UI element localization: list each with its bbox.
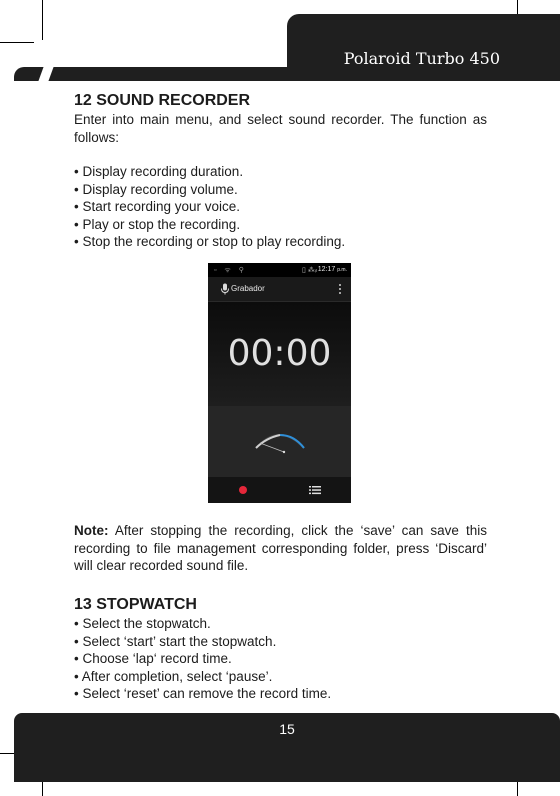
brand-title: Polaroid Turbo 450 [343, 49, 500, 68]
list-item: • Start recording your voice. [74, 198, 494, 216]
header-bar [14, 67, 560, 81]
list-item: • Select ‘start’ start the stopwatch. [74, 633, 494, 651]
list-item: • Select ‘reset’ can remove the record time. [74, 685, 494, 703]
list-icon[interactable] [309, 485, 321, 495]
list-item: • Select the stopwatch. [74, 615, 494, 633]
phone-screenshot [208, 263, 351, 503]
list-item: • Display recording volume. [74, 181, 494, 199]
app-title: Grabador [231, 284, 265, 293]
list-item: • Play or stop the recording. [74, 216, 494, 234]
page-number: 15 [279, 721, 295, 737]
sound-recorder-intro: Enter into main menu, and select sound recorder. The function as follows: [74, 112, 487, 145]
section-title-stopwatch: 13 STOPWATCH [74, 596, 197, 613]
recorder-controls [208, 477, 351, 503]
list-item: • Stop the recording or stop to play recording. [74, 233, 494, 251]
crop-mark [42, 0, 43, 40]
timer-area [208, 302, 351, 406]
status-time: 12:17 p.m. [317, 266, 347, 273]
note-label: Note: [74, 523, 109, 538]
note-text: After stopping the recording, click the ‘save’ can save this recording to file management corresponding folder, press ‘Discard’ will clear recorded sound file. [74, 523, 487, 573]
record-button[interactable] [239, 486, 247, 494]
action-bar [208, 277, 351, 302]
volume-meter-icon [252, 426, 308, 454]
footer-bar [14, 713, 560, 782]
notification-icons: ▫ ᯤ ⚲ [214, 267, 247, 274]
volume-meter-area [208, 406, 351, 477]
note-paragraph [74, 522, 487, 575]
list-item: • Choose ‘lap‘ record time. [74, 650, 494, 668]
status-bar [208, 263, 351, 277]
section-title-sound-recorder: 12 SOUND RECORDER [74, 92, 251, 109]
timer-display: 00:00 [227, 333, 332, 374]
battery-signal-icon: ▯ ⁂ᵢₗ [301, 267, 317, 274]
list-item: • Display recording duration. [74, 163, 494, 181]
overflow-menu-icon[interactable] [338, 282, 342, 296]
list-item: • After completion, select ‘pause’. [74, 668, 494, 686]
crop-mark [0, 42, 34, 43]
stopwatch-list [74, 615, 494, 703]
microphone-icon [218, 282, 232, 296]
sound-recorder-list [74, 163, 494, 251]
